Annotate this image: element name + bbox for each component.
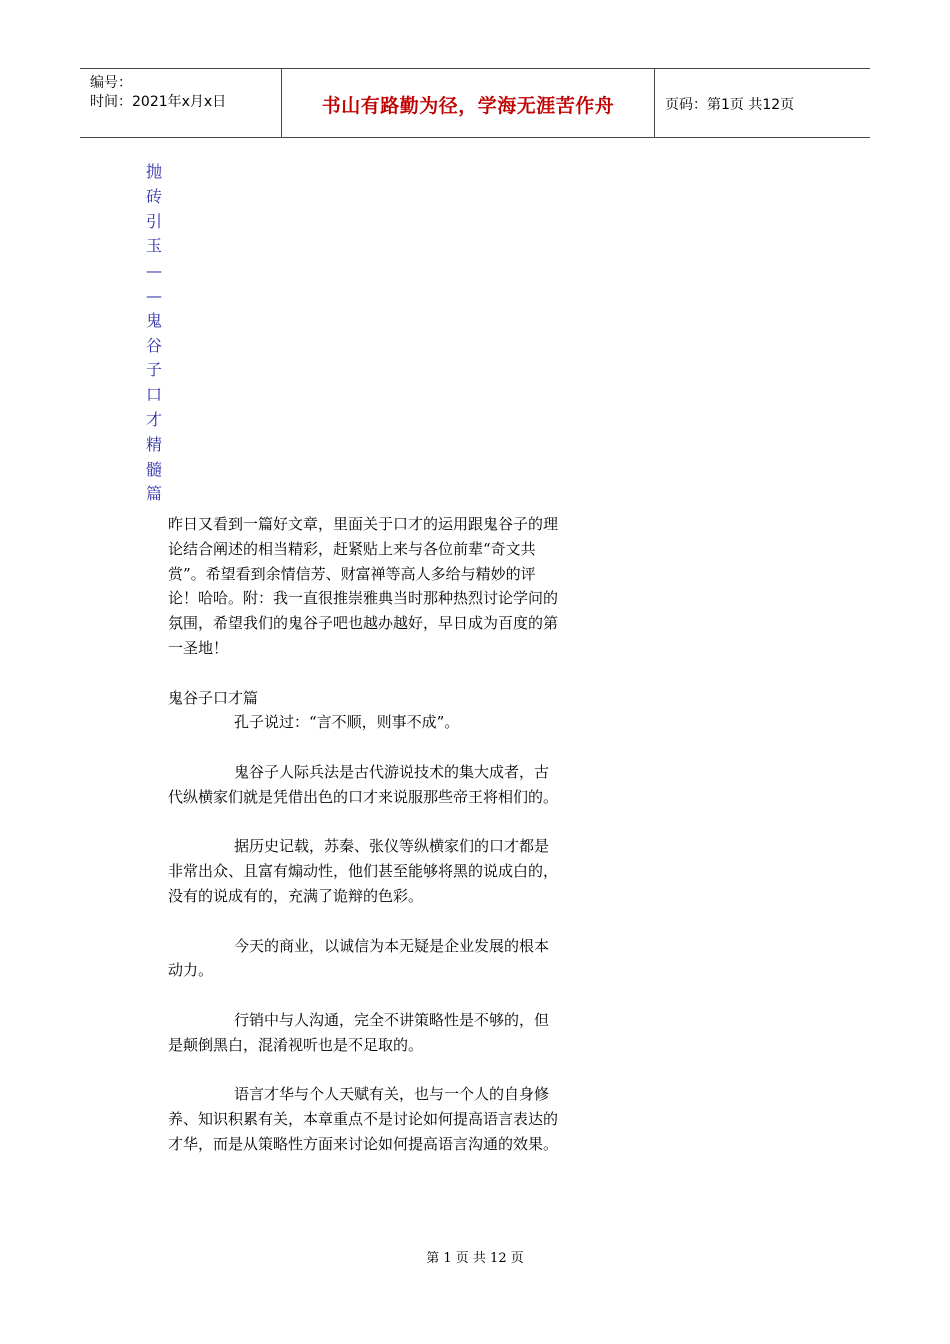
title-char: 抛 xyxy=(145,162,162,181)
intro-paragraph: 昨日又看到一篇好文章，里面关于口才的运用跟鬼谷子的理论结合阐述的相当精彩，赶紧贴上来与各位前辈“奇文共赏”。希望看到余情信芳、财富禅等高人多给与精妙的评论！哈哈。附：我一直很推崇雅典当时那种热烈讨论学问的氛围，希望我们的鬼谷子吧也越办越好，早日成为百度的第一圣地！ xyxy=(168,515,559,657)
title-char: 髓 xyxy=(145,459,162,479)
body-paragraph: 鬼谷子人际兵法是古代游说技术的集大成者，古代纵横家们就是凭借出色的口才来说服那些帝王将相们的。 xyxy=(168,762,559,806)
page-footer: 第 1 页 共 12 页 xyxy=(426,1251,524,1266)
body-paragraph: 语言才华与个人天赋有关，也与一个人的自身修养、知识积累有关，本章重点不是讨论如何提高语言表达的才华，而是从策略性方面来讨论如何提高语言沟通的效果。 xyxy=(168,1085,559,1153)
title-char: — xyxy=(146,285,162,305)
title-char: 谷 xyxy=(145,335,162,355)
title-char: 才 xyxy=(145,409,162,429)
body-paragraph: 今天的商业，以诚信为本无疑是企业发展的根本动力。 xyxy=(168,936,550,980)
title-char: 口 xyxy=(145,385,162,405)
title-char: 鬼 xyxy=(145,310,162,330)
header-middle-cell xyxy=(282,69,655,137)
title-char: 篇 xyxy=(145,484,162,504)
title-char: 子 xyxy=(145,360,162,380)
date-label: 时间：2021年x月x日 xyxy=(90,94,227,110)
document-header xyxy=(80,68,870,138)
motto-text: 书山有路勤为径，学海无涯苦作舟 xyxy=(321,95,615,117)
title-char: 引 xyxy=(145,211,162,231)
header-page-info: 页码：第1页 共12页 xyxy=(665,97,795,113)
section-title: 鬼谷子口才篇 xyxy=(168,688,259,707)
article-body xyxy=(168,512,560,1182)
header-right-cell xyxy=(655,69,870,137)
body-paragraph: 孔子说过：“言不顺，则事不成”。 xyxy=(234,713,460,732)
title-char: 砖 xyxy=(145,186,162,206)
body-paragraph: 据历史记载，苏秦、张仪等纵横家们的口才都是非常出众、且富有煽动性，他们甚至能够将黑的说成白的，没有的说成有的，充满了诡辩的色彩。 xyxy=(168,837,559,905)
title-char: 玉 xyxy=(145,236,162,256)
vertical-title xyxy=(144,160,164,507)
title-char: 精 xyxy=(145,434,162,454)
title-char: — xyxy=(146,261,162,281)
serial-number-label: 编号： xyxy=(90,75,132,91)
header-left-cell xyxy=(80,69,282,137)
body-paragraph: 行销中与人沟通，完全不讲策略性是不够的，但是颠倒黑白，混淆视听也是不足取的。 xyxy=(168,1010,550,1054)
